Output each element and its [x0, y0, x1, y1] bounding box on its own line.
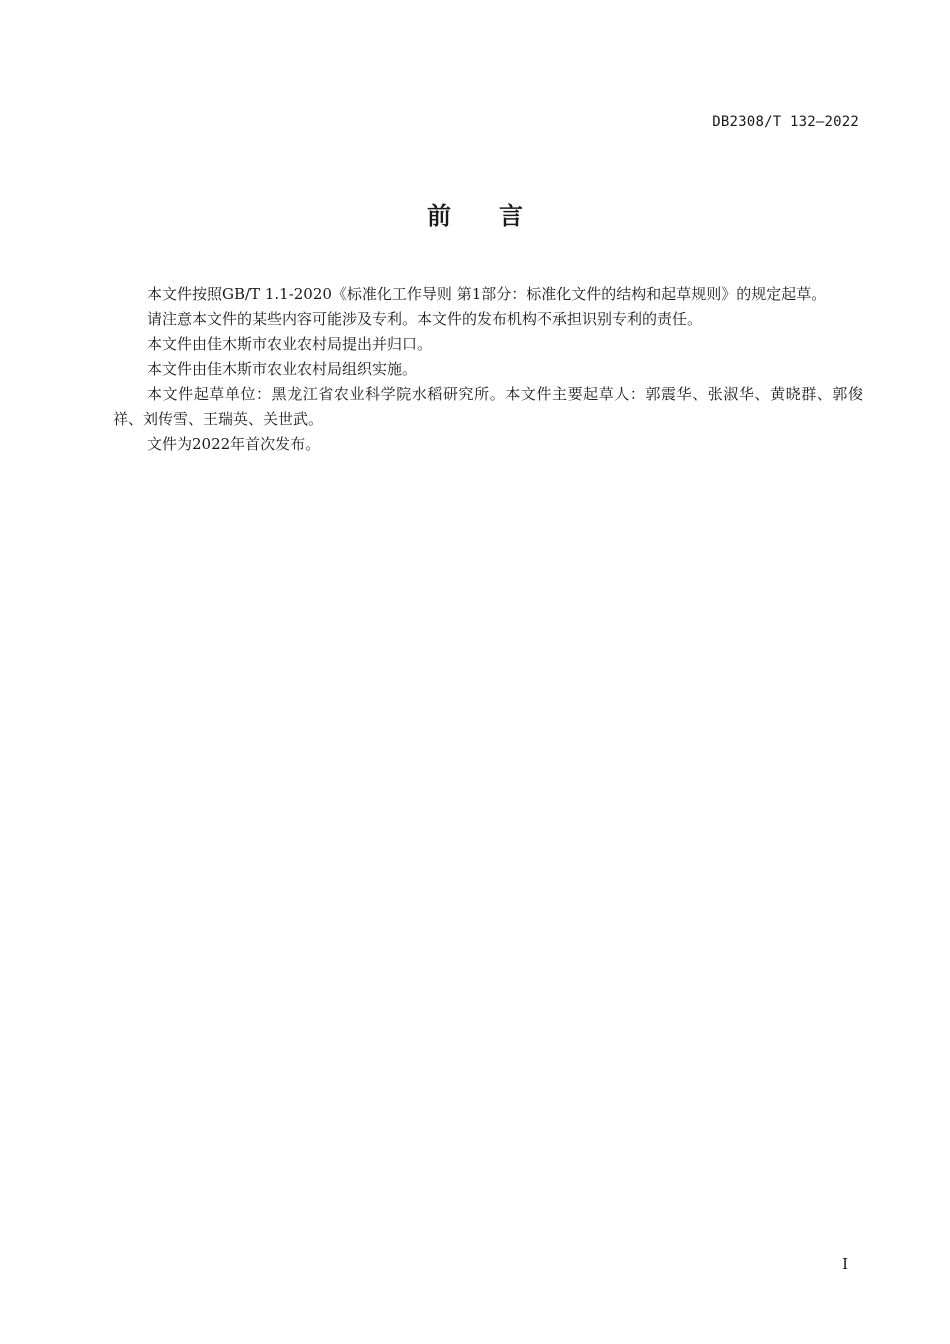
- paragraph-patent-notice: 请注意本文件的某些内容可能涉及专利。本文件的发布机构不承担识别专利的责任。: [147, 310, 703, 328]
- paragraph-first-release: 文件为2022年首次发布。: [147, 435, 321, 453]
- paragraph-drafters: 本文件起草单位：黑龙江省农业科学院水稻研究所。本文件主要起草人：郭震华、张淑华、黄晓群、郭俊祥、刘传雪、王瑞英、关世武。: [113, 385, 863, 428]
- document-code: DB2308/T 132—2022: [712, 114, 859, 130]
- paragraph-implementer: 本文件由佳木斯市农业农村局组织实施。: [147, 360, 418, 378]
- foreword-body: [113, 282, 863, 457]
- page-title: 前言: [427, 202, 571, 230]
- paragraph-drafting-rules: 本文件按照GB/T 1.1-2020《标准化工作导则 第1部分：标准化文件的结构和起草规则》的规定起草。: [147, 285, 827, 303]
- page-number: I: [842, 1255, 848, 1273]
- paragraph-proposer: 本文件由佳木斯市农业农村局提出并归口。: [147, 335, 433, 353]
